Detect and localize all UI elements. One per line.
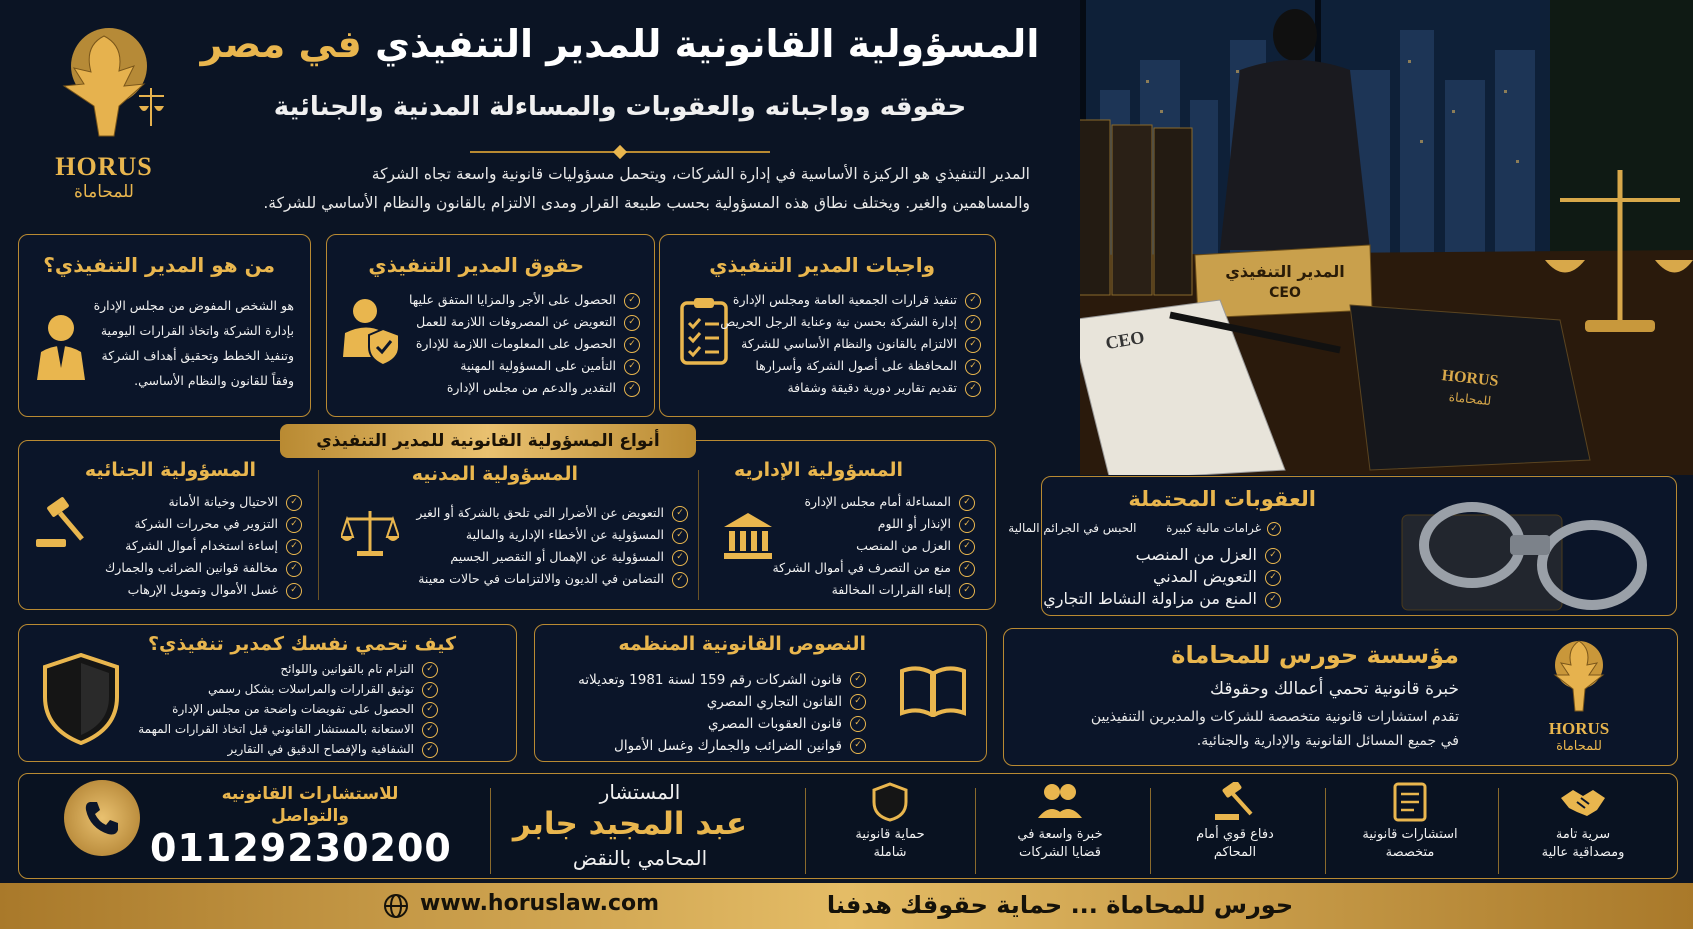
laws-list (578, 669, 866, 757)
list-item: ✓ الحصول على الأجر والمزايا المتفق عليها (409, 289, 640, 311)
rights-panel (326, 234, 655, 417)
list-item: ✓ التضامن في الديون والالتزامات في حالات معينة (416, 568, 688, 590)
title-accent: في مصر (200, 22, 362, 66)
who-line: وفقاً للقانون والنظام الأساسي. (134, 373, 294, 388)
list-item: ✓ قانون العقوبات المصري (578, 713, 866, 735)
penalty-prison: الحبس في الجرائم المالية (1008, 521, 1137, 535)
feature-defense (1160, 782, 1310, 862)
types-divider (318, 470, 319, 600)
list-item: ✓ الالتزام بالقانون والنظام الأساسي للشركة (720, 333, 981, 355)
penalties-list (1043, 544, 1281, 610)
list-item: ✓ التعويض عن المصروفات اللازمة للعمل (409, 311, 640, 333)
scales-icon (340, 502, 400, 562)
civil-liability-list (416, 502, 688, 590)
firm-panel (1003, 628, 1678, 766)
footer-bar (0, 883, 1693, 929)
list-item: ✓ الشفافية والإفصاح الدقيق في التقارير (138, 739, 438, 759)
civil-liability-title: المسؤولية المدنيه (411, 463, 578, 485)
laws-panel (534, 624, 987, 762)
protect-list (138, 659, 438, 759)
who-line: هو الشخص المفوض من مجلس الإدارة (93, 298, 294, 313)
list-item: ✓ منع من التصرف في أموال الشركة (772, 557, 975, 579)
lawyer-prefix: المستشار (599, 780, 681, 804)
phone-icon[interactable] (64, 780, 140, 856)
list-item: ✓ الحصول على تفويضات واضحة من مجلس الإدارة (138, 699, 438, 719)
feature-line: متخصصة (1385, 845, 1435, 860)
liability-types-banner: أنواع المسؤولية القانونية للمدير التنفيذي (280, 424, 696, 458)
list-item: ✓ التعويض المدني (1043, 566, 1281, 588)
feature-line: استشارات قانونية (1362, 827, 1458, 842)
firm-title: مؤسسة حورس للمحاماة (1171, 641, 1459, 669)
page-title (180, 22, 1060, 66)
shield-icon (41, 649, 121, 749)
users-icon (1036, 782, 1084, 822)
who-panel (18, 234, 311, 417)
manager-icon (31, 305, 91, 385)
user-shield-icon (341, 290, 401, 370)
list-item: ✓ العزل من المنصب (1043, 544, 1281, 566)
gavel-icon (32, 494, 92, 554)
protect-title: كيف تحمي نفسك كمدير تنفيذي؟ (148, 633, 456, 655)
penalties-panel (1008, 476, 1677, 616)
horus-falcon-icon (1539, 635, 1619, 715)
firm-logo-name: HORUS (1548, 719, 1610, 738)
website-link[interactable]: www.horuslaw.com (420, 891, 660, 916)
footer-slogan: حورس للمحاماة ... حماية حقوقك هدفنا (826, 891, 1294, 919)
list-item: ✓ مخالفة قوانين الضرائب والجمارك (105, 557, 302, 579)
handshake-icon (1559, 782, 1607, 822)
list-item: ✓ توثيق القرارات والمراسلات بشكل رسمي (138, 679, 438, 699)
feature-divider (975, 788, 976, 874)
feature-consulting (1335, 782, 1485, 862)
list-item: ✓ تنفيذ قرارات الجمعية العامة ومجلس الإدارة (720, 289, 981, 311)
list-item: ✓ غسل الأموال وتمويل الإرهاب (105, 579, 302, 601)
feature-experience (985, 782, 1135, 862)
rights-list (409, 289, 640, 399)
title-main: المسؤولية القانونية للمدير التنفيذي (375, 22, 1040, 66)
duties-title: واجبات المدير التنفيذي (709, 253, 935, 277)
name-plate-ar: المدير التنفيذي (1225, 262, 1345, 281)
phone-number[interactable]: 01129230200 (150, 826, 452, 870)
feature-protection (815, 782, 965, 862)
list-item: ✓ التأمين على المسؤولية المهنية (409, 355, 640, 377)
intro-line-1: المدير التنفيذي هو الركيزة الأساسية في إدارة الشركات، ويتحمل مسؤوليات قانونية واسعة تجاه الشركة (371, 165, 1030, 183)
notebook-ceo-label: CEO (1103, 326, 1146, 354)
list-item: ✓ التقدير والدعم من مجلس الإدارة (409, 377, 640, 399)
duties-panel (659, 234, 996, 417)
firm-desc-2: في جميع المسائل القانونية والإدارية والجنائية. (1196, 733, 1459, 749)
penalty-check-icon: ✓ (1267, 522, 1281, 536)
list-item: ✓ قوانين الضرائب والجمارك وغسل الأموال (578, 735, 866, 757)
list-item: ✓ المنع من مزاولة النشاط التجاري (1043, 588, 1281, 610)
list-item: ✓ الاستعانة بالمستشار القانوني قبل اتخاذ القرارات المهمة (138, 719, 438, 739)
title-divider (470, 147, 770, 157)
list-item: ✓ المحافظة على أصول الشركة وأسرارها (720, 355, 981, 377)
feature-line: دفاع قوي أمام (1196, 827, 1274, 842)
feature-line: شاملة (873, 845, 907, 860)
laws-title: النصوص القانونية المنظمه (618, 633, 866, 655)
feature-line: خبرة واسعة في (1017, 827, 1103, 842)
feature-line: قضايا الشركات (1019, 845, 1101, 860)
intro-line-2: والمساهمين والغير. ويختلف نطاق هذه المسؤولية بحسب طبيعة القرار ومدى الالتزام بالقانون والنظام الأساسي للشركة. (263, 194, 1030, 212)
list-item: ✓ إلغاء القرارات المخالفة (772, 579, 975, 601)
brand-name: HORUS (55, 152, 153, 181)
duties-list (720, 289, 981, 399)
feature-line: حماية قانونية (855, 827, 925, 842)
name-plate-en: CEO (1269, 285, 1301, 301)
list-item: ✓ التزام تام بالقوانين واللوائح (138, 659, 438, 679)
penalty-fines: غرامات مالية كبيرة (1166, 521, 1261, 535)
open-book-icon (893, 655, 973, 725)
firm-tagline: خبرة قانونية تحمي أعمالك وحقوقك (1210, 679, 1459, 699)
book-brand: HORUS (1440, 367, 1500, 390)
feature-divider (1325, 788, 1326, 874)
who-title: من هو المدير التنفيذي؟ (43, 253, 275, 277)
document-icon (1392, 782, 1428, 822)
horus-logo (34, 26, 174, 202)
feature-line: سرية تامة (1555, 827, 1611, 842)
page-subtitle: حقوقه وواجباته والعقوبات والمساءلة المدنية والجنائية (273, 92, 967, 122)
list-item: ✓ المساءلة أمام مجلس الإدارة (772, 491, 975, 513)
gavel-icon (1213, 782, 1257, 822)
list-item: ✓ تقديم تقارير دورية دقيقة وشفافة (720, 377, 981, 399)
firm-desc-1: تقدم استشارات قانونية متخصصة للشركات والمديرين التنفيذيين (1090, 709, 1459, 725)
office-scene-image (1080, 0, 1693, 475)
list-item: ✓ المسؤولية عن الأخطاء الإدارية والمالية (416, 524, 688, 546)
horus-falcon-icon (39, 26, 169, 146)
list-item: ✓ العزل من المنصب (772, 535, 975, 557)
list-item: ✓ الحصول على المعلومات اللازمة للإدارة (409, 333, 640, 355)
feature-line: ومصداقية عالية (1541, 845, 1625, 860)
institution-icon (718, 506, 778, 566)
list-item: ✓ قانون الشركات رقم 159 لسنة 1981 وتعديلاته (578, 669, 866, 691)
list-item: ✓ القانون التجاري المصري (578, 691, 866, 713)
book-brand-sub: للمحاماة (1448, 389, 1492, 409)
globe-icon (383, 893, 409, 919)
feature-divider (805, 788, 806, 874)
shield-icon (872, 782, 908, 822)
feature-line: المحاكم (1213, 845, 1257, 860)
list-item: ✓ المسؤولية عن الإهمال أو التقصير الجسيم (416, 546, 688, 568)
types-divider (698, 470, 699, 600)
protect-panel (18, 624, 517, 762)
list-item: ✓ إساءة استخدام أموال الشركة (105, 535, 302, 557)
criminal-liability-title: المسؤولية الجنائيه (84, 459, 256, 481)
who-line: وتنفيذ الخطط وتحقيق أهداف الشركة (101, 348, 294, 363)
who-line: بإدارة الشركة واتخاذ القرارات اليومية (100, 323, 294, 338)
feature-divider (1150, 788, 1151, 874)
contact-label-2: والتواصل (271, 806, 349, 826)
handcuffs-icon (1392, 485, 1672, 613)
rights-title: حقوق المدير التنفيذي (368, 253, 584, 277)
admin-liability-list (772, 491, 975, 601)
lawyer-name: عبد المجيد جابر (512, 806, 748, 842)
lawyer-role: المحامي بالنقض (572, 846, 708, 870)
feature-confidentiality (1508, 782, 1658, 862)
contact-label-1: للاستشارات القانونيه (221, 784, 399, 804)
list-item: ✓ الاحتيال وخيانة الأمانة (105, 491, 302, 513)
criminal-liability-list (105, 491, 302, 601)
firm-logo-sub: للمحاماة (1556, 739, 1602, 754)
list-item: ✓ إدارة الشركة بحسن نية وعناية الرجل الحريص (720, 311, 981, 333)
admin-liability-title: المسؤولية الإداريه (734, 459, 903, 481)
brand-sub: للمحاماة (74, 182, 134, 202)
firm-logo (1524, 635, 1634, 754)
list-item: ✓ التعويض عن الأضرار التي تلحق بالشركة أو الغير (416, 502, 688, 524)
penalties-title: العقوبات المحتملة (1128, 487, 1316, 511)
list-item: ✓ الإنذار أو اللوم (772, 513, 975, 535)
list-item: ✓ التزوير في محررات الشركة (105, 513, 302, 535)
feature-divider (1498, 788, 1499, 874)
